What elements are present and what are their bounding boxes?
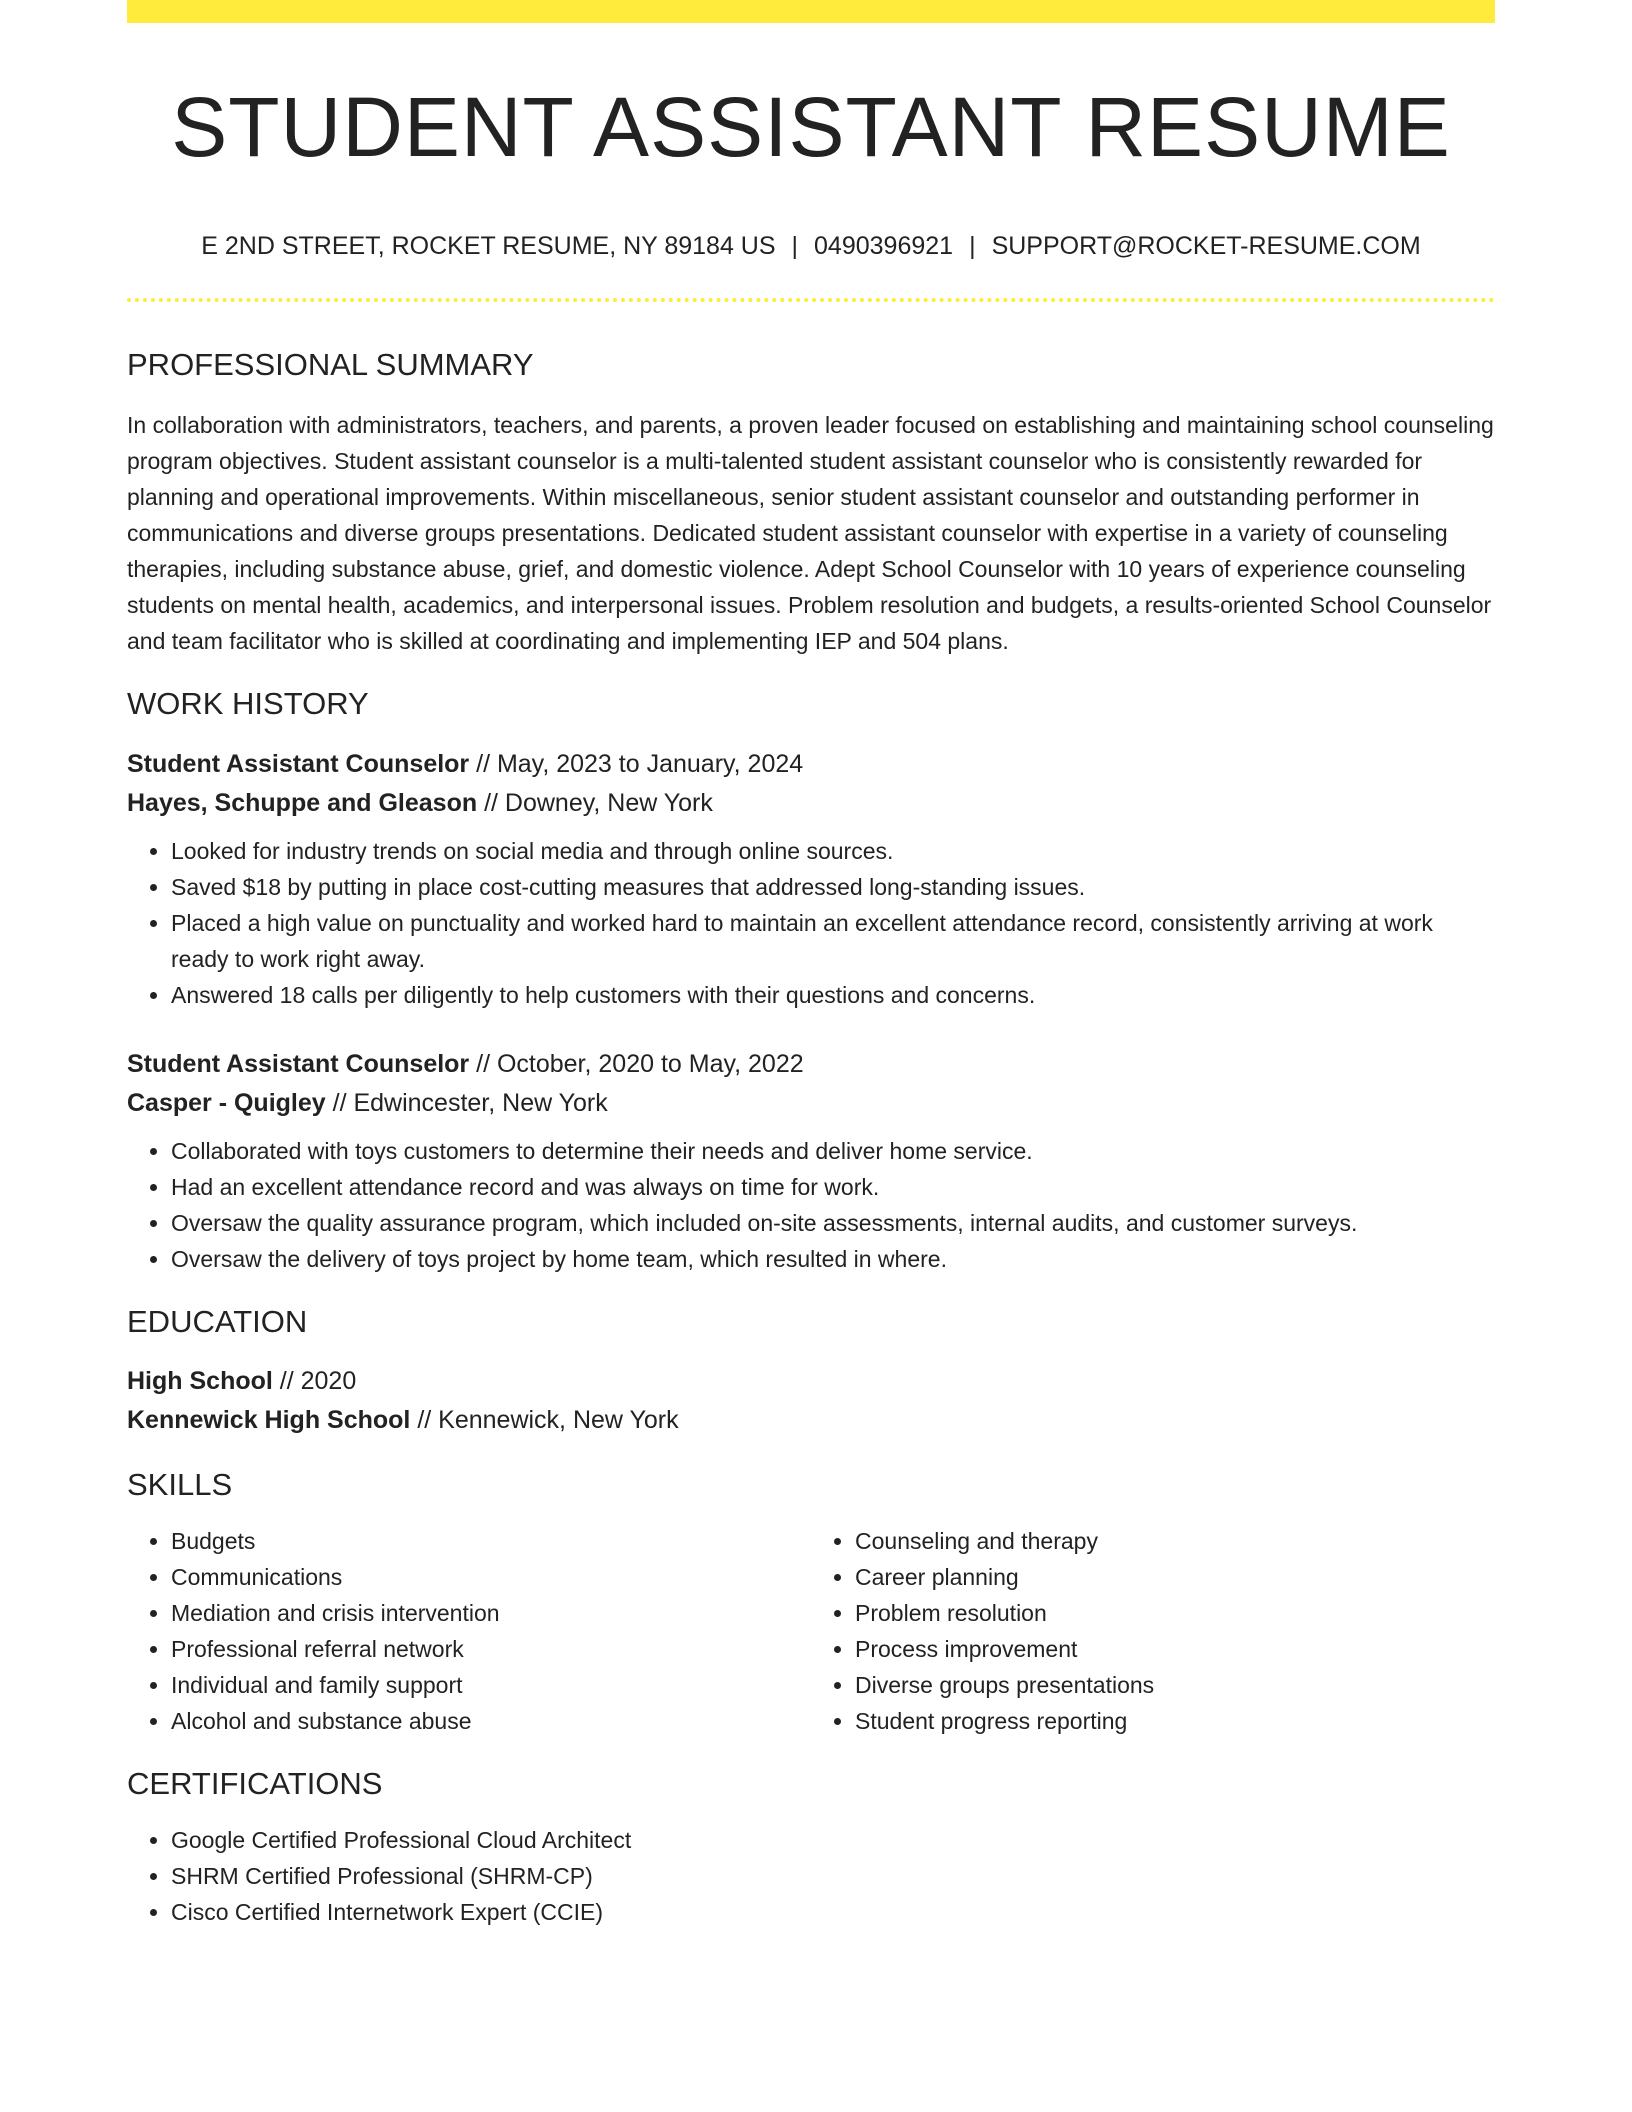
skills-column-right: [811, 1523, 1495, 1739]
job-bullet: • Placed a high value on punctuality and worked hard to maintain an excellent attendance record, consistently arriving at work ready to work right away.: [171, 905, 1495, 977]
skill-item: • Alcohol and substance abuse: [171, 1703, 811, 1739]
job-bullet: • Answered 18 calls per diligently to help customers with their questions and concerns.: [171, 977, 1495, 1013]
job-bullet: • Oversaw the delivery of toys project by home team, which resulted in where.: [171, 1241, 1495, 1277]
job-company-line: [127, 784, 1495, 823]
skill-item: • Career planning: [855, 1559, 1495, 1595]
education-school-line: [127, 1401, 1495, 1440]
education-year: // 2020: [272, 1366, 357, 1395]
job-company: Hayes, Schuppe and Gleason: [127, 788, 478, 817]
certifications-heading: CERTIFICATIONS: [127, 1765, 383, 1801]
contact-line: [127, 231, 1495, 261]
job-title-line: [127, 1045, 1495, 1084]
job-bullet: • Had an excellent attendance record and was always on time for work.: [171, 1169, 1495, 1205]
job-dates: // May, 2023 to January, 2024: [469, 749, 804, 778]
job-title: Student Assistant Counselor: [127, 1049, 470, 1078]
job-bullet: • Saved $18 by putting in place cost-cutting measures that addressed long-standing issues.: [171, 869, 1495, 905]
job-bullets: [127, 1133, 1495, 1277]
skills-column-left: [127, 1523, 811, 1739]
contact-separator: |: [969, 232, 976, 261]
skill-item: • Problem resolution: [855, 1595, 1495, 1631]
summary-text: In collaboration with administrators, teachers, and parents, a proven leader focused on establishing and maintaining school counseling program objectives. Student assistant counselor is a multi-talented student assistant counselor who is consistently rewarded for planning and operational improvements. Within miscellaneous, senior student assistant counselor and outstanding performer in communications and diverse groups presentations. Dedicated student assistant counselor with expertise in a variety of counseling therapies, including substance abuse, grief, and domestic violence. Adept School Counselor with 10 years of experience counseling students on mental health, academics, and interpersonal issues. Problem resolution and budgets, a results-oriented School Counselor and team facilitator who is skilled at coordinating and implementing IEP and 504 plans.: [127, 412, 1494, 655]
contact-separator: |: [791, 232, 799, 261]
header-divider: [127, 298, 1495, 302]
contact-address: E 2ND STREET, ROCKET RESUME, NY 89184 US: [201, 232, 776, 261]
job-company: Casper - Quigley: [127, 1088, 326, 1117]
skill-item: • Professional referral network: [171, 1631, 811, 1667]
certifications-list: [127, 1822, 1495, 1930]
skill-item: • Process improvement: [855, 1631, 1495, 1667]
job-company-line: [127, 1084, 1495, 1123]
skill-item: • Communications: [171, 1559, 811, 1595]
education-degree: High School: [127, 1366, 273, 1395]
summary-heading: PROFESSIONAL SUMMARY: [127, 347, 534, 383]
contact-email: SUPPORT@ROCKET-RESUME.COM: [991, 232, 1421, 261]
job-location: // Edwincester, New York: [325, 1088, 608, 1117]
certification-item: • Google Certified Professional Cloud Architect: [171, 1822, 1495, 1858]
job-entry: [127, 1045, 1495, 1277]
skill-item: • Student progress reporting: [855, 1703, 1495, 1739]
skills-grid: [127, 1523, 1495, 1739]
job-bullet: • Collaborated with toys customers to determine their needs and deliver home service.: [171, 1133, 1495, 1169]
resume-title: STUDENT ASSISTANT RESUME: [171, 80, 1451, 174]
education-school: Kennewick High School: [127, 1405, 411, 1434]
skill-item: • Individual and family support: [171, 1667, 811, 1703]
job-bullet: • Oversaw the quality assurance program, which included on-site assessments, internal audits, and customer surveys.: [171, 1205, 1495, 1241]
top-accent-bar: [127, 0, 1495, 23]
education-location: // Kennewick, New York: [410, 1405, 679, 1434]
certification-item: • SHRM Certified Professional (SHRM-CP): [171, 1858, 1495, 1894]
skills-heading: SKILLS: [127, 1466, 233, 1502]
contact-phone: 0490396921: [814, 232, 954, 261]
job-location: // Downey, New York: [477, 788, 713, 817]
work-history-heading: WORK HISTORY: [127, 686, 369, 722]
resume-page: [127, 0, 1495, 1930]
job-title: Student Assistant Counselor: [127, 749, 470, 778]
job-entry: [127, 745, 1495, 1013]
job-dates: // October, 2020 to May, 2022: [469, 1049, 804, 1078]
education-heading: EDUCATION: [127, 1303, 308, 1339]
skill-item: • Diverse groups presentations: [855, 1667, 1495, 1703]
job-bullet: • Looked for industry trends on social media and through online sources.: [171, 833, 1495, 869]
job-title-line: [127, 745, 1495, 784]
skill-item: • Mediation and crisis intervention: [171, 1595, 811, 1631]
education-degree-line: [127, 1362, 1495, 1401]
skill-item: • Counseling and therapy: [855, 1523, 1495, 1559]
job-bullets: [127, 833, 1495, 1013]
certification-item: • Cisco Certified Internetwork Expert (CCIE): [171, 1894, 1495, 1930]
skill-item: • Budgets: [171, 1523, 811, 1559]
